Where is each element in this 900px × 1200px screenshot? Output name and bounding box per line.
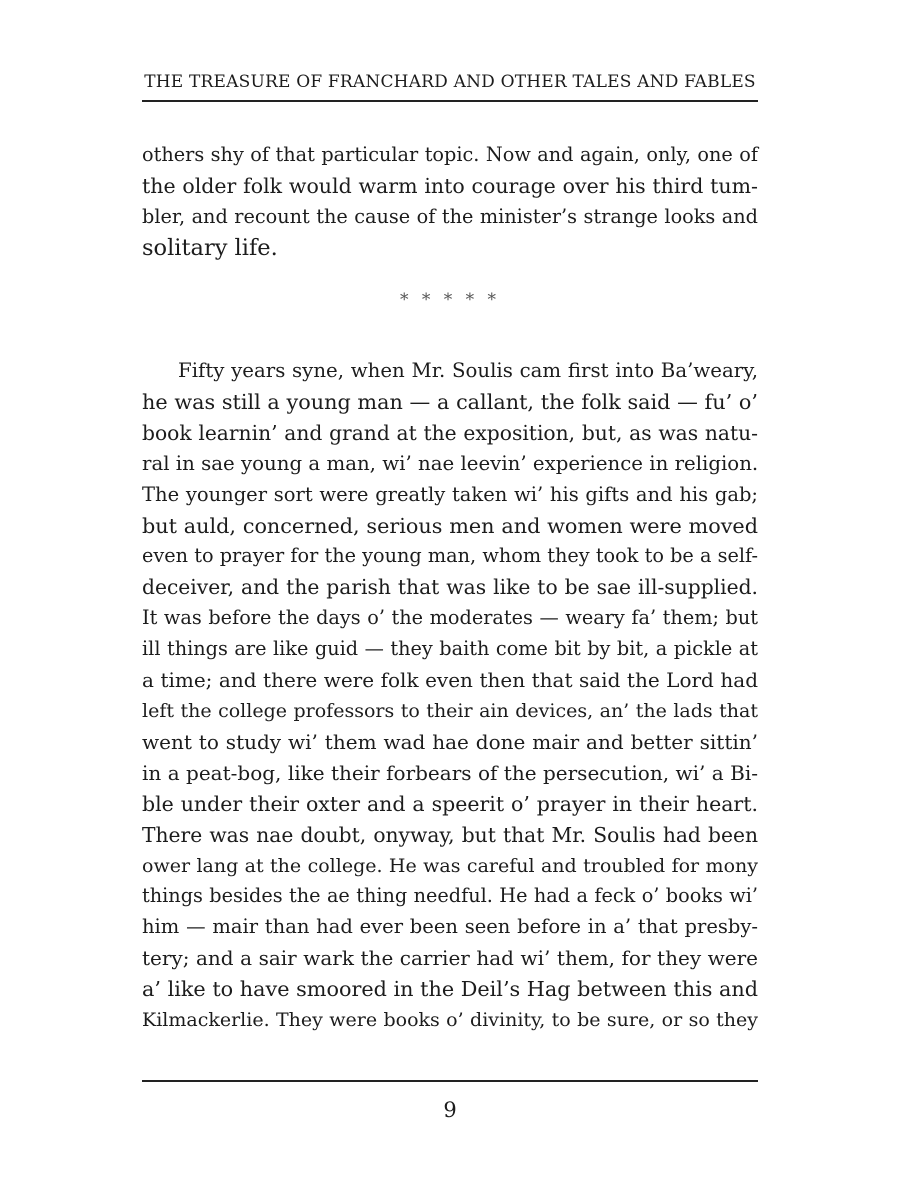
- text-line: ral in sae young a man, wi’ nae leevin’ experience in religion.: [142, 451, 759, 475]
- text-line: in a peat-bog, like their forbears of the persecution, wi’ a Bi-: [142, 760, 758, 785]
- paragraph-2: [142, 356, 758, 1036]
- text-line: ower lang at the college. He was careful and troubled for mony: [142, 854, 758, 877]
- text-line: deceiver, and the parish that was like to be sae ill-supplied.: [142, 575, 758, 600]
- text-line: left the college professors to their ain devices, an’ the lads that: [142, 699, 758, 722]
- text-line: even to prayer for the young man, whom they took to be a self-: [142, 544, 758, 568]
- header-rule: [142, 100, 758, 102]
- text-line: he was still a young man — a callant, the folk said — fu’ o’: [142, 389, 758, 414]
- text-line: bler, and recount the cause of the minister’s strange looks and: [142, 204, 758, 228]
- text-line: others shy of that particular topic. Now and again, only, one of: [142, 143, 758, 166]
- footer-rule: [142, 1080, 758, 1082]
- text-line: Kilmackerlie. They were books o’ divinity, to be sure, or so they: [142, 1009, 758, 1032]
- text-line: a’ like to have smoored in the Deil’s Hag between this and: [142, 977, 758, 1002]
- section-break: * * * * *: [399, 290, 501, 310]
- text-line: things besides the ae thing needful. He had a feck o’ books wi’: [142, 884, 758, 908]
- text-line: solitary life.: [142, 234, 278, 261]
- page-number: 9: [443, 1098, 457, 1122]
- text-line: ill things are like guid — they baith come bit by bit, a pickle at: [142, 637, 758, 661]
- text-line: him — mair than had ever been seen before in a’ that presby-: [142, 915, 758, 939]
- running-header: THE TREASURE OF FRANCHARD AND OTHER TALES AND FABLES: [144, 72, 756, 92]
- text-line: a time; and there were folk even then that said the Lord had: [142, 668, 758, 693]
- text-line: the older folk would warm into courage over his third tum-: [142, 173, 758, 198]
- text-line: tery; and a sair wark the carrier had wi’ them, for they were: [142, 946, 758, 971]
- text-line: ble under their oxter and a speerit o’ prayer in their heart.: [142, 791, 758, 816]
- text-line: The younger sort were greatly taken wi’ his gifts and his gab;: [142, 482, 758, 506]
- text-line: but auld, concerned, serious men and women were moved: [142, 513, 758, 538]
- paragraph-1: [142, 140, 758, 264]
- text-line: book learnin’ and grand at the exposition, but, as was natu-: [142, 420, 758, 445]
- text-line: There was nae doubt, onyway, but that Mr. Soulis had been: [142, 822, 758, 847]
- text-line: Fifty years syne, when Mr. Soulis cam first into Ba’weary,: [178, 359, 758, 382]
- text-line: It was before the days o’ the moderates — weary fa’ them; but: [142, 606, 758, 630]
- text-line: went to study wi’ them wad hae done mair and better sittin’: [142, 729, 758, 754]
